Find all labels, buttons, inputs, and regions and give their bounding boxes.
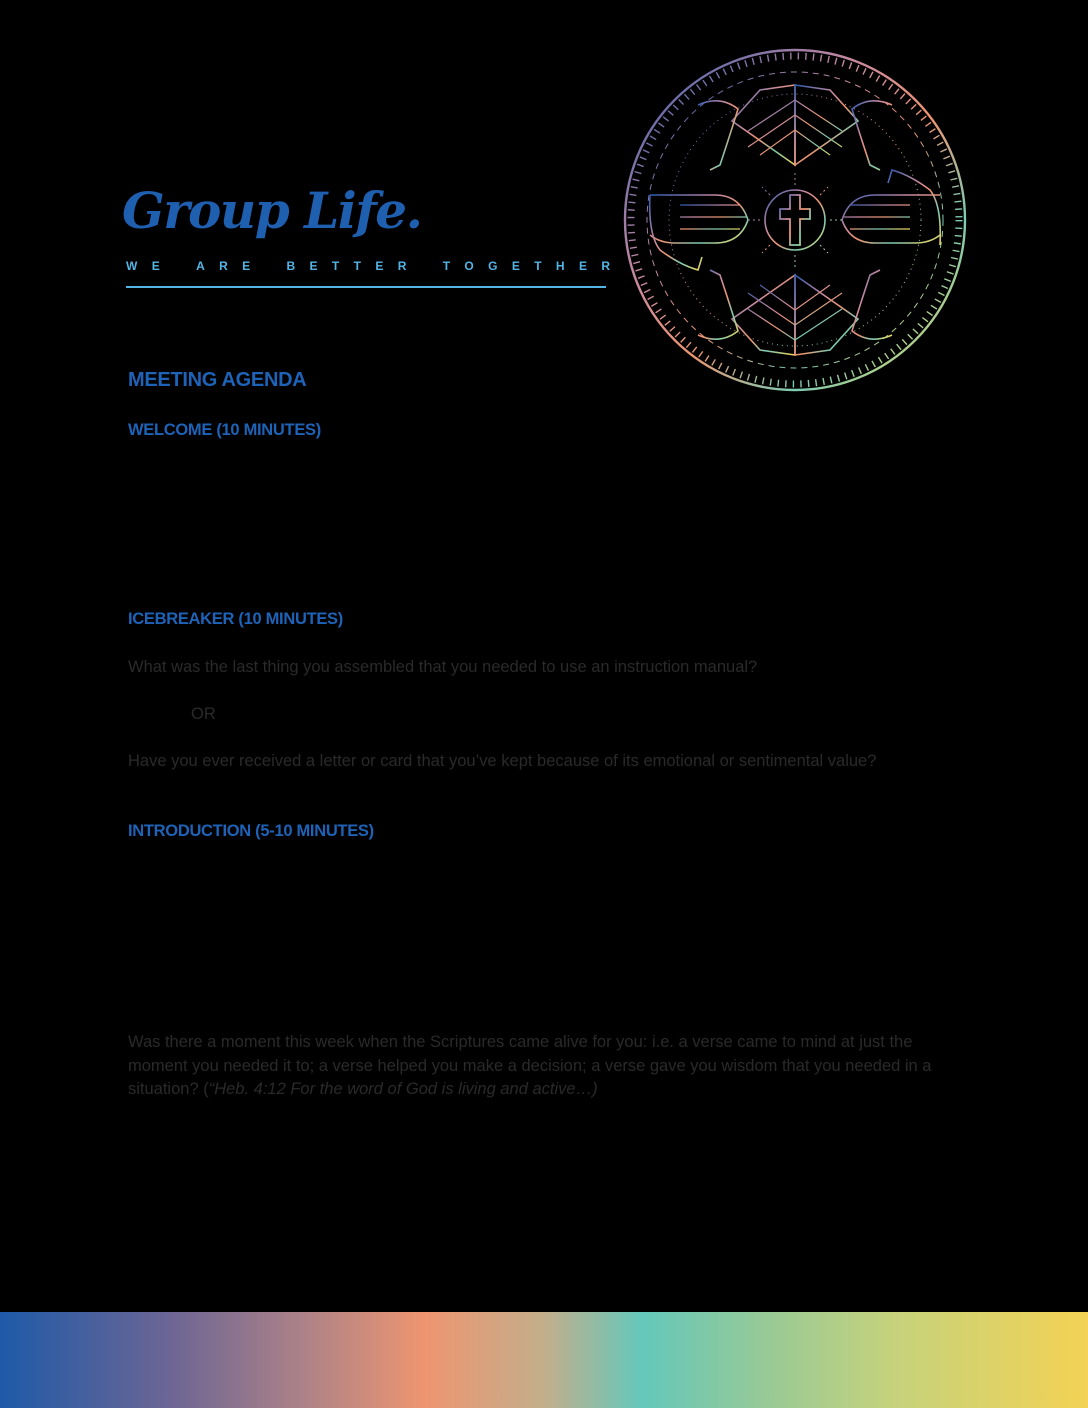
tagline-letter: E <box>242 259 251 273</box>
tagline-letter: E <box>578 259 587 273</box>
tagline-letter: E <box>511 259 520 273</box>
tagline-letter: E <box>309 259 318 273</box>
tagline-letter: E <box>375 259 384 273</box>
tagline-letter: E <box>151 259 160 273</box>
tagline-letter: W <box>126 259 138 273</box>
hands-cross-emblem-icon <box>620 45 970 395</box>
welcome-heading: WELCOME (10 MINUTES) <box>128 421 321 439</box>
icebreaker-or: OR <box>191 705 216 723</box>
tagline-letter: O <box>464 259 474 273</box>
tagline-letter: A <box>196 259 205 273</box>
tagline-letter: R <box>397 259 407 273</box>
icebreaker-question-1: What was the last thing you assembled that you needed to use an instruction manual? <box>128 658 758 676</box>
tagline-letter: R <box>219 259 228 273</box>
tagline-letter: T <box>534 259 542 273</box>
tagline-letter: T <box>353 259 361 273</box>
tagline-letter: G <box>488 259 498 273</box>
tagline-letter: H <box>555 259 565 273</box>
gradient-footer-bar <box>0 1312 1088 1408</box>
tagline-rule <box>126 286 606 288</box>
tagline-letter: T <box>331 259 340 273</box>
tagline-letter: R <box>601 259 610 273</box>
agenda-title: MEETING AGENDA <box>128 369 307 391</box>
introduction-heading: INTRODUCTION (5-10 MINUTES) <box>128 822 374 840</box>
introduction-question <box>128 1031 958 1102</box>
scripture-reference: “Heb. 4:12 For the word of God is living and active…) <box>208 1080 598 1098</box>
icebreaker-heading: ICEBREAKER (10 MINUTES) <box>128 610 343 628</box>
icebreaker-question-2: Have you ever received a letter or card that you’ve kept because of its emotional or sentimental value? <box>128 752 877 770</box>
tagline <box>126 259 610 273</box>
brand-title: Group Life. <box>122 181 422 240</box>
tagline-letter: T <box>442 259 451 273</box>
tagline-letter: B <box>286 259 296 273</box>
introduction-question-text: Was there a moment this week when the Scriptures came alive for you: i.e. a verse came to mind at just the moment you needed it to; a verse helped you make a decision; a verse gave you wisdom that you needed in a situation? ( <box>128 1033 932 1098</box>
